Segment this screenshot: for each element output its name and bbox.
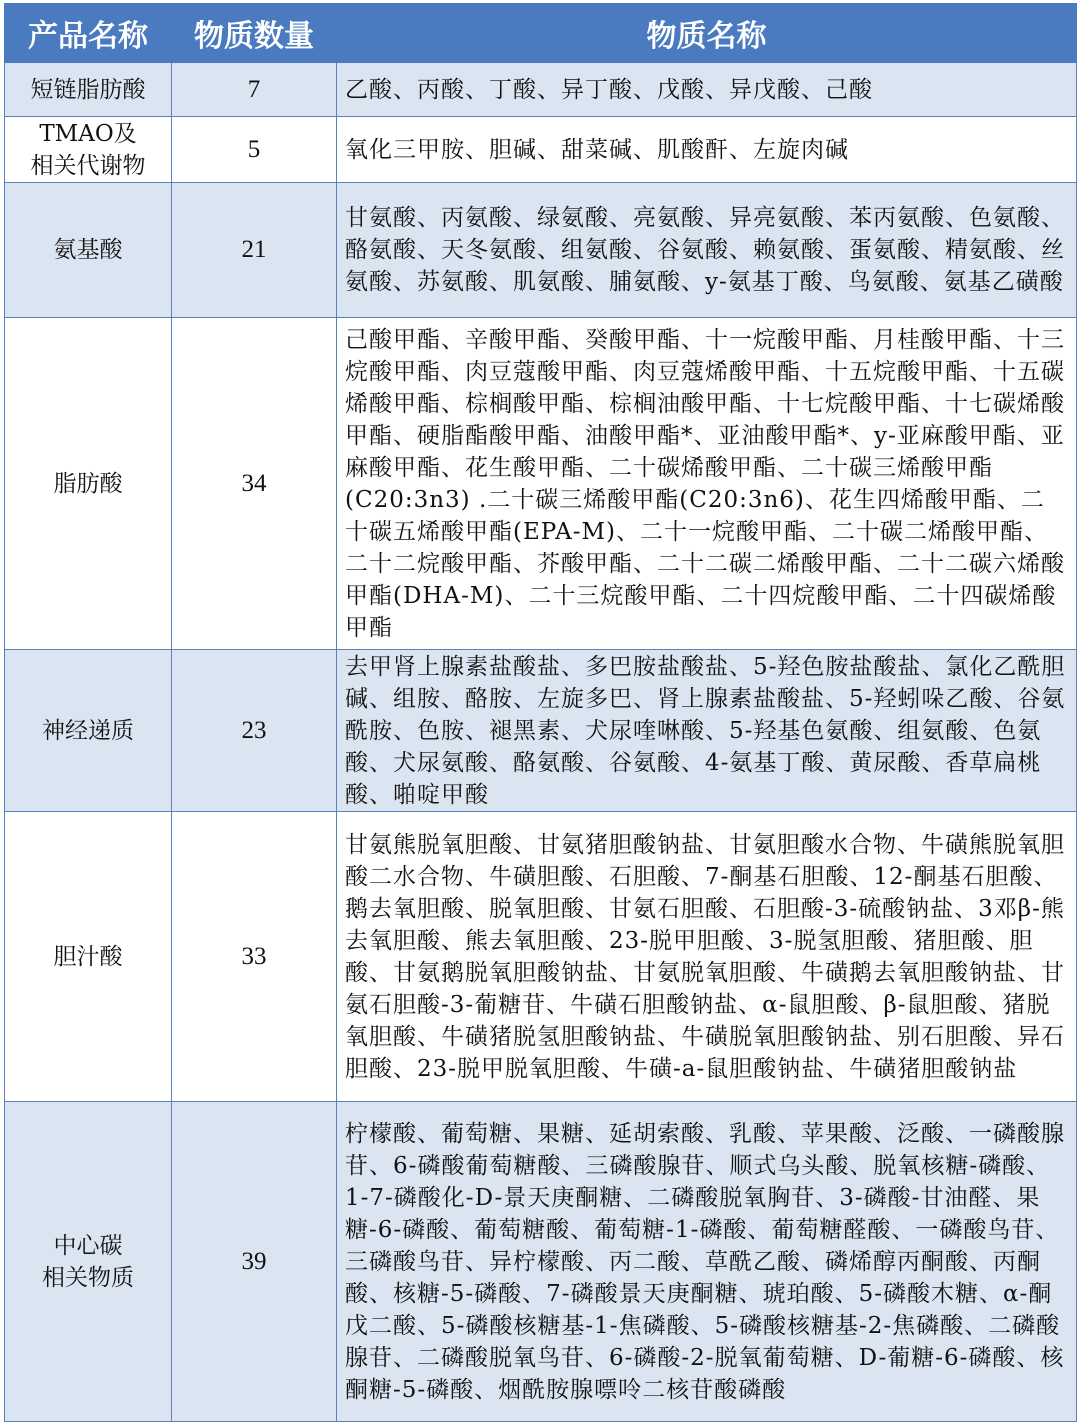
substance-list: 己酸甲酯、辛酸甲酯、癸酸甲酯、十一烷酸甲酯、月桂酸甲酯、十三烷酸甲酯、肉豆蔻酸甲酯、肉豆蔻烯酸甲酯、十五烷酸甲酯、十五碳烯酸甲酯、棕榈酸甲酯、棕榈油酸甲酯、十七烷酸甲酯、十七碳烯酸甲酯、硬脂酯酸甲酯、油酸甲酯*、亚油酸甲酯*、y-亚麻酸甲酯、亚麻酸甲酯、花生酸甲酯、二十碳烯酸甲酯、二十碳三烯酸甲酯(C20:3n3) .二十碳三烯酸甲酯(C20:3n6)、花生四烯酸甲酯、二十碳五烯酸甲酯(EPA-M)、二十一烷酸甲酯、二十碳二烯酸甲酯、二十二烷酸甲酯、芥酸甲酯、二十二碳二烯酸甲酯、二十二碳六烯酸甲酯(DHA-M)、二十三烷酸甲酯、二十四烷酸甲酯、二十四碳烯酸甲酯	[337, 318, 1077, 650]
table-row	[5, 812, 1077, 1102]
product-name: 中心碳 相关物质	[5, 1102, 172, 1422]
substance-list: 柠檬酸、葡萄糖、果糖、延胡索酸、乳酸、苹果酸、泛酸、一磷酸腺苷、6-磷酸葡萄糖酸、三磷酸腺苷、顺式乌头酸、脱氧核糖-磷酸、1-7-磷酸化-D-景天庚酮糖、二磷酸脱氧胸苷、3-磷酸-甘油醛、果糖-6-磷酸、葡萄糖酸、葡萄糖-1-磷酸、葡萄糖醛酸、一磷酸鸟苷、三磷酸鸟苷、异柠檬酸、丙二酸、草酰乙酸、磷烯醇丙酮酸、丙酮酸、核糖-5-磷酸、7-磷酸景天庚酮糖、琥珀酸、5-磷酸木糖、α-酮戊二酸、5-磷酸核糖基-1-焦磷酸、5-磷酸核糖基-2-焦磷酸、二磷酸腺苷、二磷酸脱氧鸟苷、6-磷酸-2-脱氧葡萄糖、D-葡糖-6-磷酸、核酮糖-5-磷酸、烟酰胺腺嘌呤二核苷酸磷酸	[337, 1102, 1077, 1422]
substance-count: 33	[172, 812, 337, 1102]
table-row	[5, 1102, 1077, 1422]
header-substance-names: 物质名称	[337, 4, 1077, 63]
substance-count: 39	[172, 1102, 337, 1422]
substance-list: 去甲肾上腺素盐酸盐、多巴胺盐酸盐、5-羟色胺盐酸盐、氯化乙酰胆碱、组胺、酪胺、左旋多巴、肾上腺素盐酸盐、5-羟蚓哚乙酸、谷氨酰胺、色胺、褪黑素、犬尿喹啉酸、5-羟基色氨酸、组氨酸、色氨酸、犬尿氨酸、酪氨酸、谷氨酸、4-氨基丁酸、黄尿酸、香草扁桃酸、啪啶甲酸	[337, 650, 1077, 812]
substance-list: 氧化三甲胺、胆碱、甜菜碱、肌酸酐、左旋肉碱	[337, 117, 1077, 183]
substance-list: 甘氨酸、丙氨酸、绿氨酸、亮氨酸、异亮氨酸、苯丙氨酸、色氨酸、酪氨酸、天冬氨酸、组氨酸、谷氨酸、赖氨酸、蛋氨酸、精氨酸、丝氨酸、苏氨酸、肌氨酸、脯氨酸、y-氨基丁酸、鸟氨酸、氨基乙磺酸	[337, 183, 1077, 318]
product-name: TMAO及 相关代谢物	[5, 117, 172, 183]
table-row	[5, 650, 1077, 812]
substance-list: 乙酸、丙酸、丁酸、异丁酸、戊酸、异戊酸、己酸	[337, 63, 1077, 117]
product-name: 神经递质	[5, 650, 172, 812]
table-row	[5, 117, 1077, 183]
substance-count: 21	[172, 183, 337, 318]
product-name: 脂肪酸	[5, 318, 172, 650]
product-name: 氨基酸	[5, 183, 172, 318]
header-product-name: 产品名称	[5, 4, 172, 63]
table-header-row	[5, 4, 1077, 63]
substance-table	[4, 3, 1077, 1422]
table-row	[5, 183, 1077, 318]
product-name: 短链脂肪酸	[5, 63, 172, 117]
table-row	[5, 318, 1077, 650]
substance-count: 5	[172, 117, 337, 183]
substance-count: 34	[172, 318, 337, 650]
table-row	[5, 63, 1077, 117]
header-substance-count: 物质数量	[172, 4, 337, 63]
substance-list: 甘氨熊脱氧胆酸、甘氨猪胆酸钠盐、甘氨胆酸水合物、牛磺熊脱氧胆酸二水合物、牛磺胆酸、石胆酸、7-酮基石胆酸、12-酮基石胆酸、鹅去氧胆酸、脱氧胆酸、甘氨石胆酸、石胆酸-3-硫酸钠盐、3邓β-熊去氧胆酸、熊去氧胆酸、23-脱甲胆酸、3-脱氢胆酸、猪胆酸、胆酸、甘氨鹅脱氧胆酸钠盐、甘氨脱氧胆酸、牛磺鹅去氧胆酸钠盐、甘氨石胆酸-3-葡糖苷、牛磺石胆酸钠盐、α-鼠胆酸、β-鼠胆酸、猪脱氧胆酸、牛磺猪脱氢胆酸钠盐、牛磺脱氧胆酸钠盐、别石胆酸、异石胆酸、23-脱甲脱氧胆酸、牛磺-a-鼠胆酸钠盐、牛磺猪胆酸钠盐	[337, 812, 1077, 1102]
product-name: 胆汁酸	[5, 812, 172, 1102]
substance-count: 7	[172, 63, 337, 117]
substance-count: 23	[172, 650, 337, 812]
